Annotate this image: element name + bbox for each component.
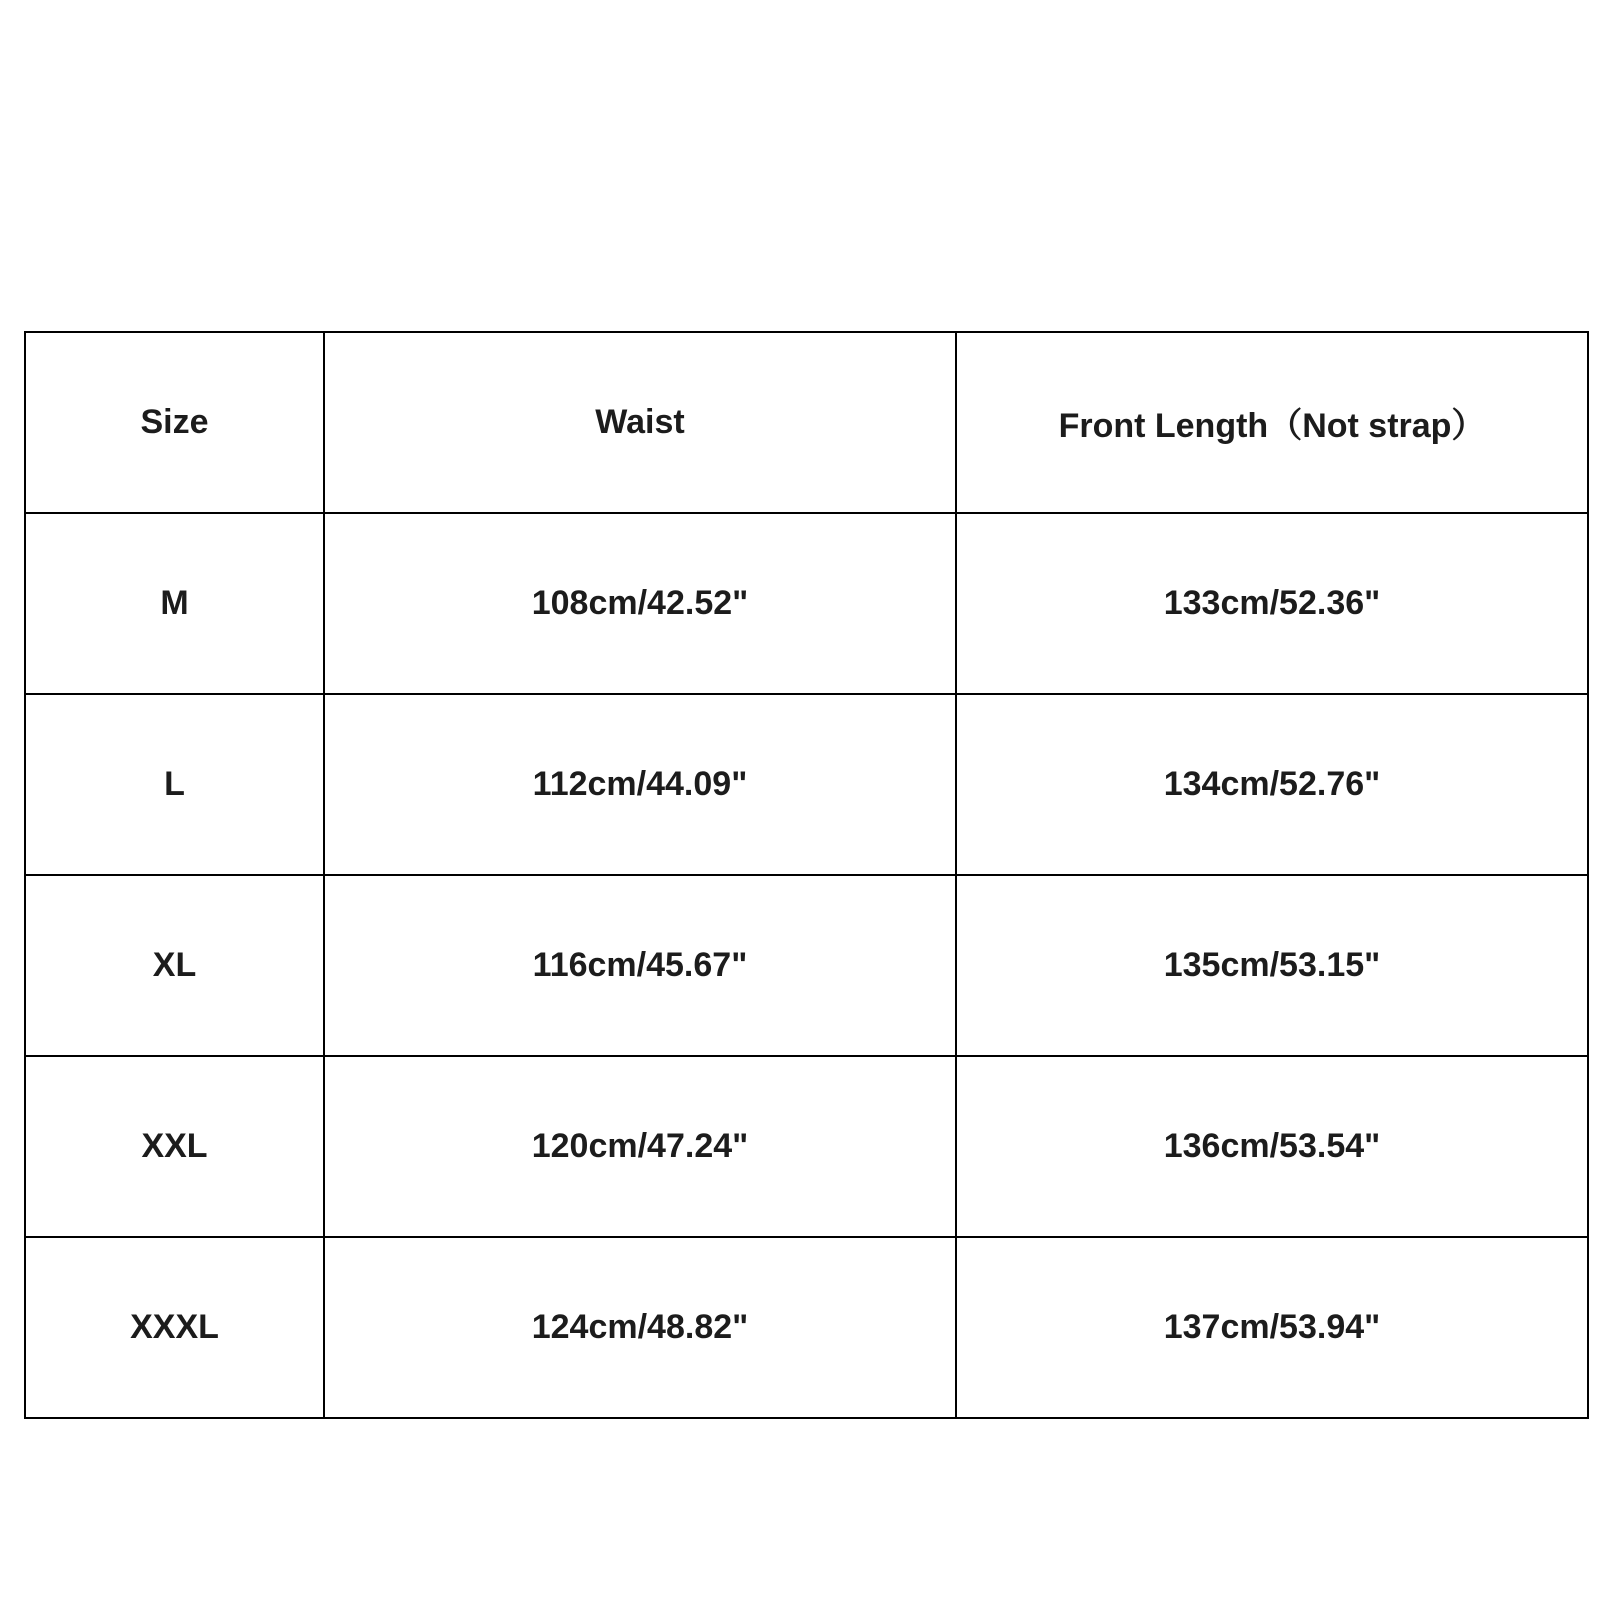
header-front-length: Front Length（Not strap）	[956, 332, 1588, 513]
front-length-cell: 136cm/53.54"	[956, 1056, 1588, 1237]
front-length-cell: 134cm/52.76"	[956, 694, 1588, 875]
front-length-cell: 135cm/53.15"	[956, 875, 1588, 1056]
waist-cell: 108cm/42.52"	[324, 513, 956, 694]
table-row	[25, 513, 1588, 694]
header-size: Size	[25, 332, 324, 513]
table-row	[25, 1056, 1588, 1237]
header-waist: Waist	[324, 332, 956, 513]
size-cell: M	[25, 513, 324, 694]
size-cell: XXXL	[25, 1237, 324, 1418]
size-cell: L	[25, 694, 324, 875]
table-row	[25, 694, 1588, 875]
waist-cell: 112cm/44.09"	[324, 694, 956, 875]
waist-cell: 116cm/45.67"	[324, 875, 956, 1056]
front-length-cell: 137cm/53.94"	[956, 1237, 1588, 1418]
waist-cell: 120cm/47.24"	[324, 1056, 956, 1237]
size-chart-table	[24, 331, 1589, 1419]
size-cell: XXL	[25, 1056, 324, 1237]
front-length-cell: 133cm/52.36"	[956, 513, 1588, 694]
table-row	[25, 875, 1588, 1056]
size-cell: XL	[25, 875, 324, 1056]
table-row	[25, 1237, 1588, 1418]
table-header-row	[25, 332, 1588, 513]
waist-cell: 124cm/48.82"	[324, 1237, 956, 1418]
